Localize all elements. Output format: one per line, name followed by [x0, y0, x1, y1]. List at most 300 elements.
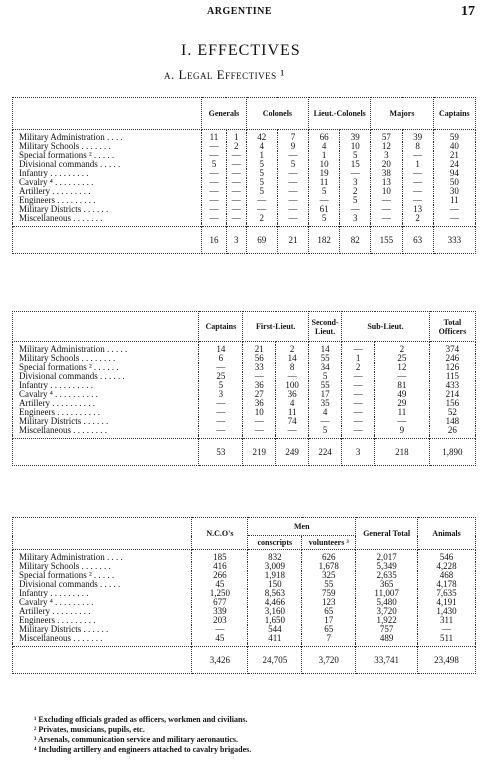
table-cell: — — [243, 426, 276, 435]
col-header: Majors — [371, 98, 433, 130]
table-cell: — — [199, 417, 243, 426]
row-label: Divisional commands . . . . . . — [13, 372, 199, 381]
table-cell: 1,922 — [356, 616, 418, 625]
table-cell: — — [418, 625, 476, 634]
table-cell: 626 — [302, 553, 356, 562]
table-cell: 832 — [248, 553, 302, 562]
table-cell: 544 — [248, 625, 302, 634]
table-cell: 36 — [276, 390, 309, 399]
table-cell: 1 — [342, 354, 375, 363]
row-label: Engineers . . . . . . . . . . — [13, 408, 199, 417]
table-cell: 1 — [226, 133, 246, 142]
table-cell: — — [199, 363, 243, 372]
table-cell: 29 — [375, 399, 430, 408]
table-cell: 4,466 — [248, 598, 302, 607]
row-label: Military Administration . . . . . — [13, 345, 199, 354]
total-cell: 23,498 — [418, 647, 476, 674]
table-cell: — — [277, 205, 308, 214]
table-cell: 33 — [243, 363, 276, 372]
table-cell: 468 — [418, 571, 476, 580]
total-cell: 249 — [276, 439, 309, 466]
row-label: Military Districts . . . . . . — [13, 205, 202, 214]
row-label: Engineers . . . . . . . . . — [13, 196, 202, 205]
table-cell: 5 — [277, 160, 308, 169]
total-cell: 16 — [202, 227, 226, 254]
footnote-2: ² Privates, musicians, pupils, etc. — [34, 725, 145, 734]
table-cell: 148 — [429, 417, 475, 426]
table-cell: 150 — [248, 580, 302, 589]
table-cell: — — [342, 345, 375, 354]
table-cell: 5 — [309, 214, 340, 223]
row-label: Military Districts . . . . . . — [13, 625, 192, 634]
total-cell: 1,890 — [429, 439, 475, 466]
table-cell: 126 — [429, 363, 475, 372]
table-cell: 5 — [199, 381, 243, 390]
table-cell: 40 — [433, 142, 475, 151]
total-cell: 3,426 — [192, 647, 248, 674]
table-cell: 3 — [340, 214, 371, 223]
table-cell: 11,007 — [356, 589, 418, 598]
table-cell: 214 — [429, 390, 475, 399]
table-cell: 100 — [276, 381, 309, 390]
table-cell: 2 — [402, 214, 433, 223]
table-cell: — — [202, 214, 226, 223]
table-cell: 11 — [375, 408, 430, 417]
col-header: Colonels — [246, 98, 308, 130]
table-cell: — — [342, 372, 375, 381]
table-cell: 123 — [302, 598, 356, 607]
table-cell: 24 — [433, 160, 475, 169]
table-cell: 10 — [340, 142, 371, 151]
col-header: conscripts — [248, 536, 302, 550]
table-cell: 14 — [309, 345, 342, 354]
table-cell: — — [402, 178, 433, 187]
table-legal-effectives-1 — [12, 97, 476, 254]
table-cell: — — [375, 372, 430, 381]
footnote-3: ³ Arsenals, communication service and military aeronautics. — [34, 735, 239, 744]
total-cell: 82 — [340, 227, 371, 254]
table-legal-effectives-3 — [12, 517, 476, 674]
col-header: General Total — [356, 518, 418, 550]
table-cell: — — [246, 196, 277, 205]
row-label: Miscellaneous . . . . . . . — [13, 634, 192, 643]
total-cell: 33,741 — [356, 647, 418, 674]
table-cell: 4,228 — [418, 562, 476, 571]
table-cell: — — [276, 426, 309, 435]
table-cell: 1,650 — [248, 616, 302, 625]
table-cell: 8 — [402, 142, 433, 151]
table-cell: 38 — [371, 169, 402, 178]
total-cell: 53 — [199, 439, 243, 466]
table-cell: — — [371, 214, 402, 223]
table-cell: — — [309, 417, 342, 426]
col-header: Animals — [418, 518, 476, 550]
total-cell: 21 — [277, 227, 308, 254]
row-label: Cavalry ⁴ . . . . . . . . . — [13, 598, 192, 607]
table-cell: 2 — [246, 214, 277, 223]
table-cell: 5 — [246, 160, 277, 169]
totals-label — [13, 439, 199, 466]
table-cell: 17 — [309, 390, 342, 399]
table-cell: 5,349 — [356, 562, 418, 571]
row-label: Divisional commands . . . . . — [13, 160, 202, 169]
table-cell: — — [342, 426, 375, 435]
table-cell: — — [433, 214, 475, 223]
table-cell: — — [371, 196, 402, 205]
table-cell: — — [342, 390, 375, 399]
col-header: Lieut.-Colonels — [309, 98, 371, 130]
totals-label — [13, 647, 192, 674]
table-cell: — — [202, 142, 226, 151]
table-cell: 266 — [192, 571, 248, 580]
table-cell: 365 — [356, 580, 418, 589]
table-cell: 55 — [302, 580, 356, 589]
total-cell: 3 — [342, 439, 375, 466]
table-cell: — — [402, 151, 433, 160]
table-cell: 45 — [192, 634, 248, 643]
row-label: Miscellaneous . . . . . . . — [13, 214, 202, 223]
table-cell: 12 — [375, 363, 430, 372]
table-cell: 30 — [433, 187, 475, 196]
table-cell: 325 — [302, 571, 356, 580]
table-cell: 5 — [309, 426, 342, 435]
table-cell: 10 — [371, 187, 402, 196]
table-cell: 34 — [309, 363, 342, 372]
table-cell: 21 — [243, 345, 276, 354]
table-cell: 25 — [375, 354, 430, 363]
table-cell: 489 — [356, 634, 418, 643]
table-cell: — — [342, 399, 375, 408]
table-cell: 11 — [433, 196, 475, 205]
table-cell: — — [402, 187, 433, 196]
table-row — [13, 214, 476, 223]
row-label: Divisional commands . . . . . — [13, 580, 192, 589]
table-cell: 61 — [309, 205, 340, 214]
table-cell: — — [277, 151, 308, 160]
col-header: Second-Lieut. — [309, 312, 342, 342]
row-label: Artillery . . . . . . . . . — [13, 607, 192, 616]
table-cell: 3,720 — [356, 607, 418, 616]
table-cell: 1 — [402, 160, 433, 169]
table-cell: 4 — [276, 399, 309, 408]
table-cell: 411 — [248, 634, 302, 643]
footnote-1: ¹ Excluding officials graded as officers, workmen and civilians. — [34, 715, 248, 724]
page-number: 17 — [461, 4, 475, 19]
total-cell: 218 — [375, 439, 430, 466]
row-label: Special formations ² . . . . . . — [13, 363, 199, 372]
table-cell: — — [342, 408, 375, 417]
table-cell: 36 — [243, 399, 276, 408]
table-cell: 1,678 — [302, 562, 356, 571]
subsection-title: a. Legal Effectives ¹ — [164, 67, 285, 82]
table-cell: 7 — [277, 133, 308, 142]
table-cell: — — [340, 205, 371, 214]
table-cell: — — [202, 196, 226, 205]
row-label: Cavalry ⁴ . . . . . . . . . . — [13, 390, 199, 399]
table-cell: 50 — [433, 178, 475, 187]
table-cell: 1 — [246, 151, 277, 160]
row-label: Infantry . . . . . . . . . . — [13, 381, 199, 390]
col-header: First-Lieut. — [243, 312, 309, 342]
table-cell: 94 — [433, 169, 475, 178]
table-cell: 5 — [309, 187, 340, 196]
table-cell: 5 — [246, 178, 277, 187]
row-label: Artillery . . . . . . . . . — [13, 187, 202, 196]
total-cell: 182 — [309, 227, 340, 254]
col-header: Men — [248, 518, 356, 536]
row-label: Special formations ² . . . . . — [13, 571, 192, 580]
table-cell: 2,635 — [356, 571, 418, 580]
table-cell: 36 — [243, 381, 276, 390]
table-cell: 5 — [340, 196, 371, 205]
total-cell: 63 — [402, 227, 433, 254]
col-header: Captains — [199, 312, 243, 342]
row-label: Military Administration . . . . — [13, 553, 192, 562]
table-legal-effectives-2 — [12, 311, 476, 466]
table-cell: 8,563 — [248, 589, 302, 598]
table-cell: — — [199, 408, 243, 417]
col-header: Captains — [433, 98, 475, 130]
table-cell: — — [199, 399, 243, 408]
table-cell: 10 — [309, 160, 340, 169]
table-row — [13, 634, 476, 643]
table-cell: 7 — [302, 634, 356, 643]
table-cell: 10 — [243, 408, 276, 417]
row-label: Military Schools . . . . . . . . — [13, 354, 199, 363]
row-label: Military Districts . . . . . . — [13, 417, 199, 426]
table-cell: 12 — [371, 142, 402, 151]
row-label: Artillery . . . . . . . . . . — [13, 399, 199, 408]
stub-header — [13, 98, 202, 130]
table-cell: — — [192, 625, 248, 634]
table-cell: 1 — [309, 151, 340, 160]
table-cell: 311 — [418, 616, 476, 625]
table-cell: 7,635 — [418, 589, 476, 598]
section-title: I. EFFECTIVES — [181, 42, 301, 59]
table-cell: — — [226, 205, 246, 214]
table-cell: — — [342, 381, 375, 390]
table-cell: 5,480 — [356, 598, 418, 607]
table-cell: 3 — [340, 178, 371, 187]
table-cell: 4 — [246, 142, 277, 151]
table-cell: — — [199, 426, 243, 435]
table-cell: — — [226, 196, 246, 205]
table-cell: 4,191 — [418, 598, 476, 607]
table-cell: 59 — [433, 133, 475, 142]
col-header: volunteers ³ — [302, 536, 356, 550]
table-cell: 56 — [243, 354, 276, 363]
total-cell: 3 — [226, 227, 246, 254]
table-cell: — — [202, 187, 226, 196]
table-cell: — — [202, 169, 226, 178]
row-label: Military Schools . . . . . . . — [13, 142, 202, 151]
table-cell: 5 — [246, 169, 277, 178]
table-cell: — — [226, 151, 246, 160]
table-cell: 3 — [371, 151, 402, 160]
total-cell: 333 — [433, 227, 475, 254]
table-cell: — — [226, 214, 246, 223]
table-cell: 57 — [371, 133, 402, 142]
table-cell: 65 — [302, 607, 356, 616]
table-cell: 55 — [309, 381, 342, 390]
table-row — [13, 426, 476, 435]
table-cell: 17 — [302, 616, 356, 625]
table-cell: 8 — [276, 363, 309, 372]
table-cell: 5 — [246, 187, 277, 196]
table-cell: — — [433, 205, 475, 214]
table-cell: 9 — [277, 142, 308, 151]
totals-row — [13, 647, 476, 674]
table-cell: 3,160 — [248, 607, 302, 616]
table-cell: 433 — [429, 381, 475, 390]
table-cell: 2 — [342, 363, 375, 372]
table-cell: 35 — [309, 399, 342, 408]
table-cell: 9 — [375, 426, 430, 435]
table-cell: 66 — [309, 133, 340, 142]
total-cell: 224 — [309, 439, 342, 466]
table-cell: 49 — [375, 390, 430, 399]
table-cell: 5 — [340, 151, 371, 160]
running-title: ARGENTINE — [207, 6, 273, 17]
table-cell: — — [342, 417, 375, 426]
table-cell: 2 — [276, 345, 309, 354]
table-cell: 759 — [302, 589, 356, 598]
table-cell: 2 — [340, 187, 371, 196]
table-cell: — — [226, 169, 246, 178]
table-cell: 11 — [202, 133, 226, 142]
total-cell: 219 — [243, 439, 276, 466]
table-cell: — — [226, 160, 246, 169]
table-cell: 5 — [202, 160, 226, 169]
totals-row — [13, 439, 476, 466]
table-cell: 511 — [418, 634, 476, 643]
table-cell: 4 — [309, 408, 342, 417]
table-cell: — — [277, 178, 308, 187]
table-cell: 185 — [192, 553, 248, 562]
table-cell: 5 — [309, 372, 342, 381]
table-cell: 14 — [199, 345, 243, 354]
table-cell: — — [277, 187, 308, 196]
table-cell: 14 — [276, 354, 309, 363]
table-cell: 1,430 — [418, 607, 476, 616]
table-cell: 677 — [192, 598, 248, 607]
row-label: Infantry . . . . . . . . . — [13, 589, 192, 598]
col-header: Generals — [202, 98, 247, 130]
table-cell: 13 — [402, 205, 433, 214]
table-cell: 6 — [199, 354, 243, 363]
col-header: N.C.O's — [192, 518, 248, 550]
table-cell: 546 — [418, 553, 476, 562]
table-cell: — — [375, 417, 430, 426]
row-label: Miscellaneous . . . . . . . . — [13, 426, 199, 435]
table-cell: 45 — [192, 580, 248, 589]
table-cell: 39 — [402, 133, 433, 142]
table-cell: 156 — [429, 399, 475, 408]
table-cell: — — [309, 196, 340, 205]
total-cell: 69 — [246, 227, 277, 254]
table-cell: 4,178 — [418, 580, 476, 589]
table-cell: 2 — [375, 345, 430, 354]
table-cell: — — [246, 205, 277, 214]
table-cell: 757 — [356, 625, 418, 634]
stub-header — [13, 518, 192, 550]
table-cell: 4 — [309, 142, 340, 151]
table-cell: 25 — [199, 372, 243, 381]
table-cell: 74 — [276, 417, 309, 426]
table-cell: — — [202, 178, 226, 187]
table-cell: 339 — [192, 607, 248, 616]
table-cell: — — [277, 214, 308, 223]
table-cell: 52 — [429, 408, 475, 417]
total-cell: 3,720 — [302, 647, 356, 674]
table-cell: — — [402, 169, 433, 178]
table-cell: 21 — [433, 151, 475, 160]
table-cell: 2,017 — [356, 553, 418, 562]
table-cell: 246 — [429, 354, 475, 363]
table-cell: — — [202, 151, 226, 160]
table-cell: 42 — [246, 133, 277, 142]
table-cell: — — [226, 187, 246, 196]
table-cell: 65 — [302, 625, 356, 634]
table-cell: 11 — [309, 178, 340, 187]
table-cell: — — [243, 372, 276, 381]
row-label: Special formations ² . . . . . — [13, 151, 202, 160]
table-cell: 11 — [276, 408, 309, 417]
table-cell: — — [371, 205, 402, 214]
table-cell: 19 — [309, 169, 340, 178]
table-cell: 20 — [371, 160, 402, 169]
col-header: Total Officers — [429, 312, 475, 342]
table-cell: 13 — [371, 178, 402, 187]
row-label: Infantry . . . . . . . . . — [13, 169, 202, 178]
row-label: Military Schools . . . . . . . — [13, 562, 192, 571]
footnote-4: ⁴ Including artillery and engineers attached to cavalry brigades. — [34, 745, 252, 754]
table-cell: — — [340, 169, 371, 178]
table-cell: — — [277, 196, 308, 205]
table-cell: 1,250 — [192, 589, 248, 598]
stub-header — [13, 312, 199, 342]
table-cell: 203 — [192, 616, 248, 625]
row-label: Engineers . . . . . . . . . — [13, 616, 192, 625]
table-cell: — — [202, 205, 226, 214]
total-cell: 24,705 — [248, 647, 302, 674]
table-cell: — — [276, 372, 309, 381]
row-label: Cavalry ⁴ . . . . . . . . . — [13, 178, 202, 187]
row-label: Military Administration . . . . — [13, 133, 202, 142]
table-cell: 55 — [309, 354, 342, 363]
table-cell: — — [243, 417, 276, 426]
table-cell: 3,009 — [248, 562, 302, 571]
total-cell: 155 — [371, 227, 402, 254]
table-cell: — — [277, 169, 308, 178]
col-header: Sub-Lieut. — [342, 312, 430, 342]
table-cell: 115 — [429, 372, 475, 381]
table-cell: 39 — [340, 133, 371, 142]
table-cell: 1,918 — [248, 571, 302, 580]
table-cell: 416 — [192, 562, 248, 571]
totals-row — [13, 227, 476, 254]
table-cell: — — [402, 196, 433, 205]
table-cell: 3 — [199, 390, 243, 399]
totals-label — [13, 227, 202, 254]
table-cell: 374 — [429, 345, 475, 354]
table-cell: 81 — [375, 381, 430, 390]
table-cell: 26 — [429, 426, 475, 435]
table-cell: 27 — [243, 390, 276, 399]
table-cell: 2 — [226, 142, 246, 151]
table-cell: — — [226, 178, 246, 187]
table-cell: 15 — [340, 160, 371, 169]
